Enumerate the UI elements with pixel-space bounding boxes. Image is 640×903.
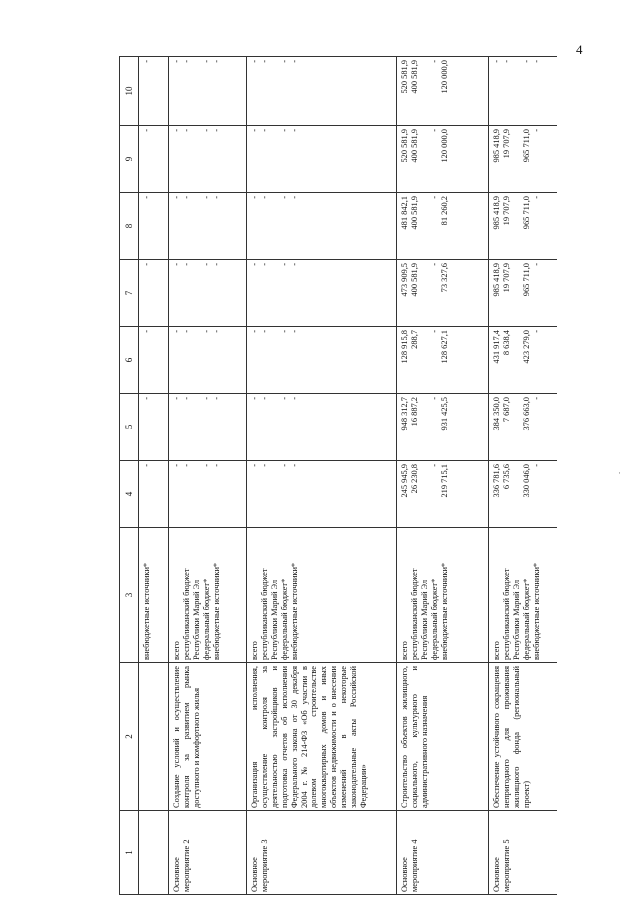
funding-value: - [280,196,289,199]
funding-value: 965 711,0 [522,129,531,163]
funding-value: - [532,330,541,333]
value-cell [139,193,169,260]
funding-value: - [280,464,289,467]
funding-value: - [182,129,191,132]
funding-value: - [212,464,221,467]
funding-value: 965 711,0 [522,196,531,230]
funding-value: 7 687,0 [502,397,511,423]
funding-value: - [290,263,299,266]
funding-value: - [142,464,151,467]
funding-value: - [290,330,299,333]
value-cell [169,461,247,528]
value-cell [397,461,489,528]
funding-value: - [502,60,511,63]
funding-value: - [522,60,531,63]
funding-value: 245 945,9 [400,464,409,498]
funding-value: - [532,129,541,132]
funding-value: - [250,464,259,467]
funding-value: 520 581,9 [400,129,409,163]
col-header: 4 [120,461,139,528]
funding-value: - [212,330,221,333]
funding-value: 376 663,0 [522,397,531,431]
funding-source: федеральный бюджет* [429,578,439,660]
funding-value: 330 046,0 [522,464,531,498]
funding-value: - [212,397,221,400]
funding-sources [169,528,247,663]
value-cell [139,57,169,126]
funding-value: - [290,397,299,400]
funding-table [119,56,557,895]
funding-value: 128 915,8 [400,330,409,364]
table-body [139,57,557,895]
funding-value: - [172,397,181,400]
funding-value: 431 917,4 [492,330,501,364]
table-row [169,57,247,895]
funding-value: - [430,60,439,63]
funding-value: 16 887,2 [410,397,419,427]
table-row [397,57,489,895]
value-cell [247,461,397,528]
funding-value: - [532,397,541,400]
funding-value: - [280,129,289,132]
funding-value: - [280,330,289,333]
funding-source: федеральный бюджет* [521,578,531,660]
funding-value: - [212,129,221,132]
funding-value: 985 418,9 [492,129,501,163]
funding-value: 19 707,9 [502,129,511,159]
col-header: 7 [120,260,139,327]
funding-source: республиканский бюджет Республики Марий Эл [259,568,279,660]
col-header: 3 [120,528,139,663]
activity-name: Основное мероприятие 4 [397,811,489,895]
funding-value: - [172,464,181,467]
activity-name [139,811,169,895]
funding-value: 400 581,9 [410,263,419,297]
funding-value: - [250,330,259,333]
table-row [139,57,169,895]
value-cell [139,327,169,394]
funding-source: всего [492,641,501,660]
value-cell [489,260,557,327]
col-header: 9 [120,126,139,193]
funding-value: - [250,397,259,400]
funding-sources [247,528,397,663]
funding-value: - [182,397,191,400]
funding-value: 985 418,9 [492,196,501,230]
value-cell [247,260,397,327]
funding-value: - [260,397,269,400]
funding-value: - [172,263,181,266]
value-cell [397,126,489,193]
funding-value: 26 230,8 [410,464,419,494]
funding-source: всего [172,641,181,660]
funding-value: - [430,196,439,199]
value-cell [489,461,557,528]
funding-source: республиканский бюджет Республики Марий Эл [501,568,521,660]
activity-description [139,663,169,811]
funding-value: - [250,196,259,199]
funding-value: - [202,129,211,132]
funding-value: 948 312,7 [400,397,409,431]
margin-mark: · [618,468,621,478]
funding-value: 81 260,2 [440,196,449,226]
funding-value: 128 627,1 [440,330,449,364]
funding-value: - [430,464,439,467]
funding-value: - [260,196,269,199]
funding-source: внебюджетные источники* [211,562,221,660]
funding-value: - [260,330,269,333]
funding-source: федеральный бюджет* [279,578,289,660]
funding-value: - [142,129,151,132]
funding-value: - [142,60,151,63]
funding-value: - [260,263,269,266]
funding-value: - [172,129,181,132]
funding-value: 400 581,9 [410,129,419,163]
funding-value: - [182,464,191,467]
col-header: 10 [120,57,139,126]
funding-value: - [182,263,191,266]
value-cell [139,461,169,528]
value-cell [489,126,557,193]
value-cell [247,126,397,193]
funding-value: - [250,129,259,132]
col-header: 5 [120,394,139,461]
funding-value: - [492,60,501,63]
funding-value: - [172,60,181,63]
funding-value: - [172,330,181,333]
funding-value: - [172,196,181,199]
value-cell [247,394,397,461]
funding-sources [489,528,557,663]
funding-value: - [532,263,541,266]
funding-value: - [202,196,211,199]
funding-value: - [430,330,439,333]
funding-value: - [142,263,151,266]
funding-sources [397,528,489,663]
value-cell [397,260,489,327]
value-cell [139,394,169,461]
funding-value: - [202,263,211,266]
value-cell [169,57,247,126]
funding-value: 400 581,9 [410,196,419,230]
col-header: 1 [120,811,139,895]
funding-source: внебюджетные источники* [531,562,541,660]
value-cell [489,57,557,126]
funding-value: 985 418,9 [492,263,501,297]
funding-value: - [212,196,221,199]
funding-value: - [260,464,269,467]
col-header: 8 [120,193,139,260]
funding-value: 6 735,6 [502,464,511,490]
funding-value: 336 781,6 [492,464,501,498]
funding-value: - [202,464,211,467]
funding-value: - [430,129,439,132]
activity-description: Обеспечение устойчивого сокращения непригодного для проживания жилищного фонда (региональный проект) [489,663,557,811]
funding-value: - [280,60,289,63]
header-row [120,57,139,895]
activity-description: Строительство объектов жилищного, социального, культурного и административного назначения [397,663,489,811]
funding-value: - [202,397,211,400]
value-cell [397,327,489,394]
value-cell [169,327,247,394]
funding-value: 400 581,9 [410,60,419,94]
funding-value: 931 425,5 [440,397,449,431]
funding-value: - [182,330,191,333]
funding-value: 473 909,5 [400,263,409,297]
activity-name: Основное мероприятие 5 [489,811,557,895]
funding-value: 423 279,0 [522,330,531,364]
funding-source: республиканский бюджет Республики Марий Эл [409,568,429,660]
funding-value: - [250,60,259,63]
funding-value: - [142,330,151,333]
funding-source: внебюджетные источники* [142,562,151,660]
funding-value: - [280,263,289,266]
funding-value: - [290,60,299,63]
funding-source: всего [400,641,409,660]
col-header: 2 [120,663,139,811]
funding-value: - [250,263,259,266]
page-number: 4 [576,42,583,57]
value-cell [247,193,397,260]
funding-value: 8 638,4 [502,330,511,356]
value-cell [489,193,557,260]
funding-value: - [182,60,191,63]
funding-value: 288,7 [410,330,419,349]
table-row [247,57,397,895]
value-cell [397,193,489,260]
value-cell [489,327,557,394]
value-cell [397,394,489,461]
funding-value: - [202,60,211,63]
value-cell [397,57,489,126]
funding-value: 520 581,9 [400,60,409,94]
activity-description: Организация исполнения, осуществление контроля за деятельностью застройщиков и подготовка отчетов об исполнении Федерального закона от 30 декабря 2004 г. № 214-ФЗ «Об участии в долевом строительстве многоквартирных домов и иных объектов недвижимости и о внесении изменений в некоторые законодательные акты Российской Федерации» [247,663,397,811]
funding-value: 19 707,9 [502,263,511,293]
funding-value: - [212,263,221,266]
funding-value: - [142,397,151,400]
funding-value: - [532,60,541,63]
funding-value: - [430,263,439,266]
value-cell [247,57,397,126]
table-row [489,57,557,895]
activity-description: Создание условий и осуществление контроля за развитием рынка доступного и комфортного жилья [169,663,247,811]
funding-value: 965 711,0 [522,263,531,297]
funding-value: - [202,330,211,333]
funding-source: внебюджетные источники* [289,562,299,660]
value-cell [489,394,557,461]
value-cell [169,260,247,327]
funding-value: 19 707,9 [502,196,511,226]
funding-value: - [182,196,191,199]
funding-source: федеральный бюджет* [201,578,211,660]
funding-source: всего [250,641,259,660]
value-cell [169,394,247,461]
funding-value: 73 327,6 [440,263,449,293]
funding-source: внебюджетные источники* [439,562,449,660]
funding-value: - [142,196,151,199]
funding-value: 384 350,0 [492,397,501,431]
funding-value: - [290,129,299,132]
value-cell [139,260,169,327]
value-cell [169,126,247,193]
funding-value: - [260,60,269,63]
funding-value: - [290,464,299,467]
funding-value: - [212,60,221,63]
col-header: 6 [120,327,139,394]
funding-value: 120 000,0 [440,60,449,94]
funding-value: 120 000,0 [440,129,449,163]
funding-value: - [532,464,541,467]
funding-value: - [290,196,299,199]
funding-sources [139,528,169,663]
activity-name: Основное мероприятие 2 [169,811,247,895]
value-cell [139,126,169,193]
funding-value: - [430,397,439,400]
funding-value: - [260,129,269,132]
funding-value: 219 715,1 [440,464,449,498]
value-cell [247,327,397,394]
activity-name: Основное мероприятие 3 [247,811,397,895]
value-cell [169,193,247,260]
funding-value: 481 842,1 [400,196,409,230]
funding-value: - [532,196,541,199]
rotated-table-container [119,57,541,895]
funding-source: республиканский бюджет Республики Марий Эл [181,568,201,660]
funding-value: - [280,397,289,400]
